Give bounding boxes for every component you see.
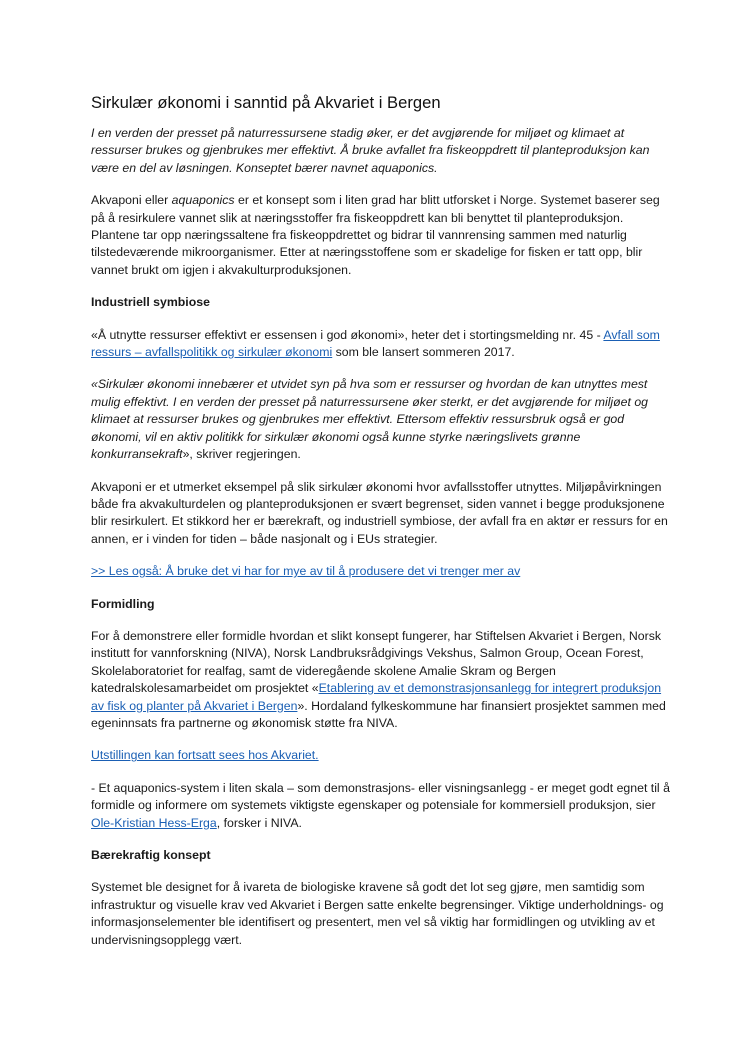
heading-industriell-symbiose: Industriell symbiose bbox=[91, 295, 210, 310]
article-body bbox=[91, 92, 671, 964]
article-lead: I en verden der presset på naturressursene stadig øker, er det avgjørende for miljøet og klimaet at ressurser brukes og gjenbrukes mer effektivt. Å bruke avfallet fra fiskeoppdrett til planteproduksjon kan være en del av løsningen. Konseptet bærer navnet aquaponics. bbox=[91, 126, 650, 175]
text-segment: «Å utnytte ressurser effektivt er essensen i god økonomi», heter det i stortingsmelding nr. 45 - bbox=[91, 327, 604, 342]
link-project[interactable]: Etablering av et demonstrasjonsanlegg for integrert produksjon av fisk og planter på Akvariet i Bergen bbox=[91, 681, 662, 713]
paragraph-stortingsmelding bbox=[91, 327, 671, 362]
emphasis-aquaponics: aquaponics bbox=[171, 193, 235, 208]
paragraph-aquaponics-intro bbox=[91, 192, 671, 279]
text-segment: For å demonstrere eller formidle hvordan et slikt konsept fungerer, har Stiftelsen Akvariet i Bergen, Norsk institutt for vannforskning (NIVA), Norsk Landbruksrådgivings Vekshus, Salmon Group, Ocean Forest, Skolelaboratoriet for realfag, samt de videregående skolene Amalie Skram og Bergen katedralskolesamarbeidet om prosjektet « bbox=[91, 628, 662, 696]
text-segment: », skriver regjeringen. bbox=[182, 447, 301, 462]
text-segment: ». Hordaland fylkeskommune har finansiert prosjektet sammen med egeninnsats fra partnerne og økonomisk støtte fra NIVA. bbox=[91, 698, 666, 730]
article-title: Sirkulær økonomi i sanntid på Akvariet i Bergen bbox=[91, 93, 441, 112]
link-read-also[interactable]: >> Les også: Å bruke det vi har for mye av til å produsere det vi trenger mer av bbox=[91, 564, 521, 579]
heading-formidling: Formidling bbox=[91, 596, 155, 611]
link-researcher[interactable]: Ole-Kristian Hess-Erga bbox=[91, 815, 217, 830]
paragraph-read-also bbox=[91, 563, 671, 580]
paragraph-exhibition bbox=[91, 747, 671, 764]
link-avfall-som-ressurs[interactable]: Avfall som ressurs – avfallspolitikk og sirkulær økonomi bbox=[91, 327, 660, 360]
paragraph-government-quote bbox=[91, 376, 671, 463]
paragraph-system-design: Systemet ble designet for å ivareta de biologiske kravene så godt det lot seg gjøre, men samtidig som infrastruktur og visuelle krav ved Akvariet i Bergen satte enkelte begrensinger. Viktige underholdnings- og informasjonselementer ble identifisert og presentert, men vel så viktig har formidlingen og utvikling av et undervisningsopplegg vært. bbox=[91, 880, 664, 947]
link-exhibition[interactable]: Utstillingen kan fortsatt sees hos Akvariet. bbox=[91, 748, 319, 763]
text-segment: , forsker i NIVA. bbox=[216, 815, 302, 830]
text-segment: - Et aquaponics-system i liten skala – som demonstrasjons- eller visningsanlegg - er meget godt egnet til å formidle og informere om systemets viktigste egenskaper og potensiale for kommersiell produksjon, sier bbox=[91, 780, 670, 813]
paragraph-researcher-quote bbox=[91, 780, 671, 832]
quote-text: «Sirkulær økonomi innebærer et utvidet syn på hva som er ressurser og hvordan de kan utnyttes mest mulig effektivt. I en verden der presset på naturressursene øker sterkt, er det avgjørende for miljøet og klimaet at ressurser brukes og gjenbrukes mer effektivt. Ettersom effektiv ressursbruk også er god økonomi, vil en aktiv politikk for sirkulær økonomi også kunne styrke næringslivets grønne konkurransekraft bbox=[91, 377, 649, 462]
paragraph-circular-example: Akvaponi er et utmerket eksempel på slik sirkulær økonomi hvor avfallsstoffer utnyttes. Miljøpåvirkningen både fra akvakulturdelen og planteproduksjonen er svært begrenset, siden vannet i begge produksjonene blir resirkulert. Et stikkord her er bærekraft, og industriell symbiose, der avfall fra en aktør er ressurs for en annen, er i vinden for tiden – både nasjonalt og i EUs strategier. bbox=[91, 479, 668, 546]
heading-baerekraftig-konsept: Bærekraftig konsept bbox=[91, 848, 211, 862]
paragraph-project-partners bbox=[91, 628, 671, 732]
text-segment: er et konsept som i liten grad har blitt utforsket i Norge. Systemet baserer seg på å resirkulere vannet slik at næringsstoffer fra fiskeoppdrett kan bli benyttet til planteproduksjon. Plantene tar opp næringssaltene fra fiskeoppdrettet og bidrar til vannrensing sammen med naturlig tilstedeværende mikroorganismer. Etter at næringsstoffene som er skadelige for fisken er tatt opp, blir vannet brukt om igjen i akvakulturproduksjonen. bbox=[91, 193, 660, 277]
text-segment: som ble lansert sommeren 2017. bbox=[332, 345, 515, 360]
text-segment: Akvaponi eller bbox=[91, 193, 172, 208]
